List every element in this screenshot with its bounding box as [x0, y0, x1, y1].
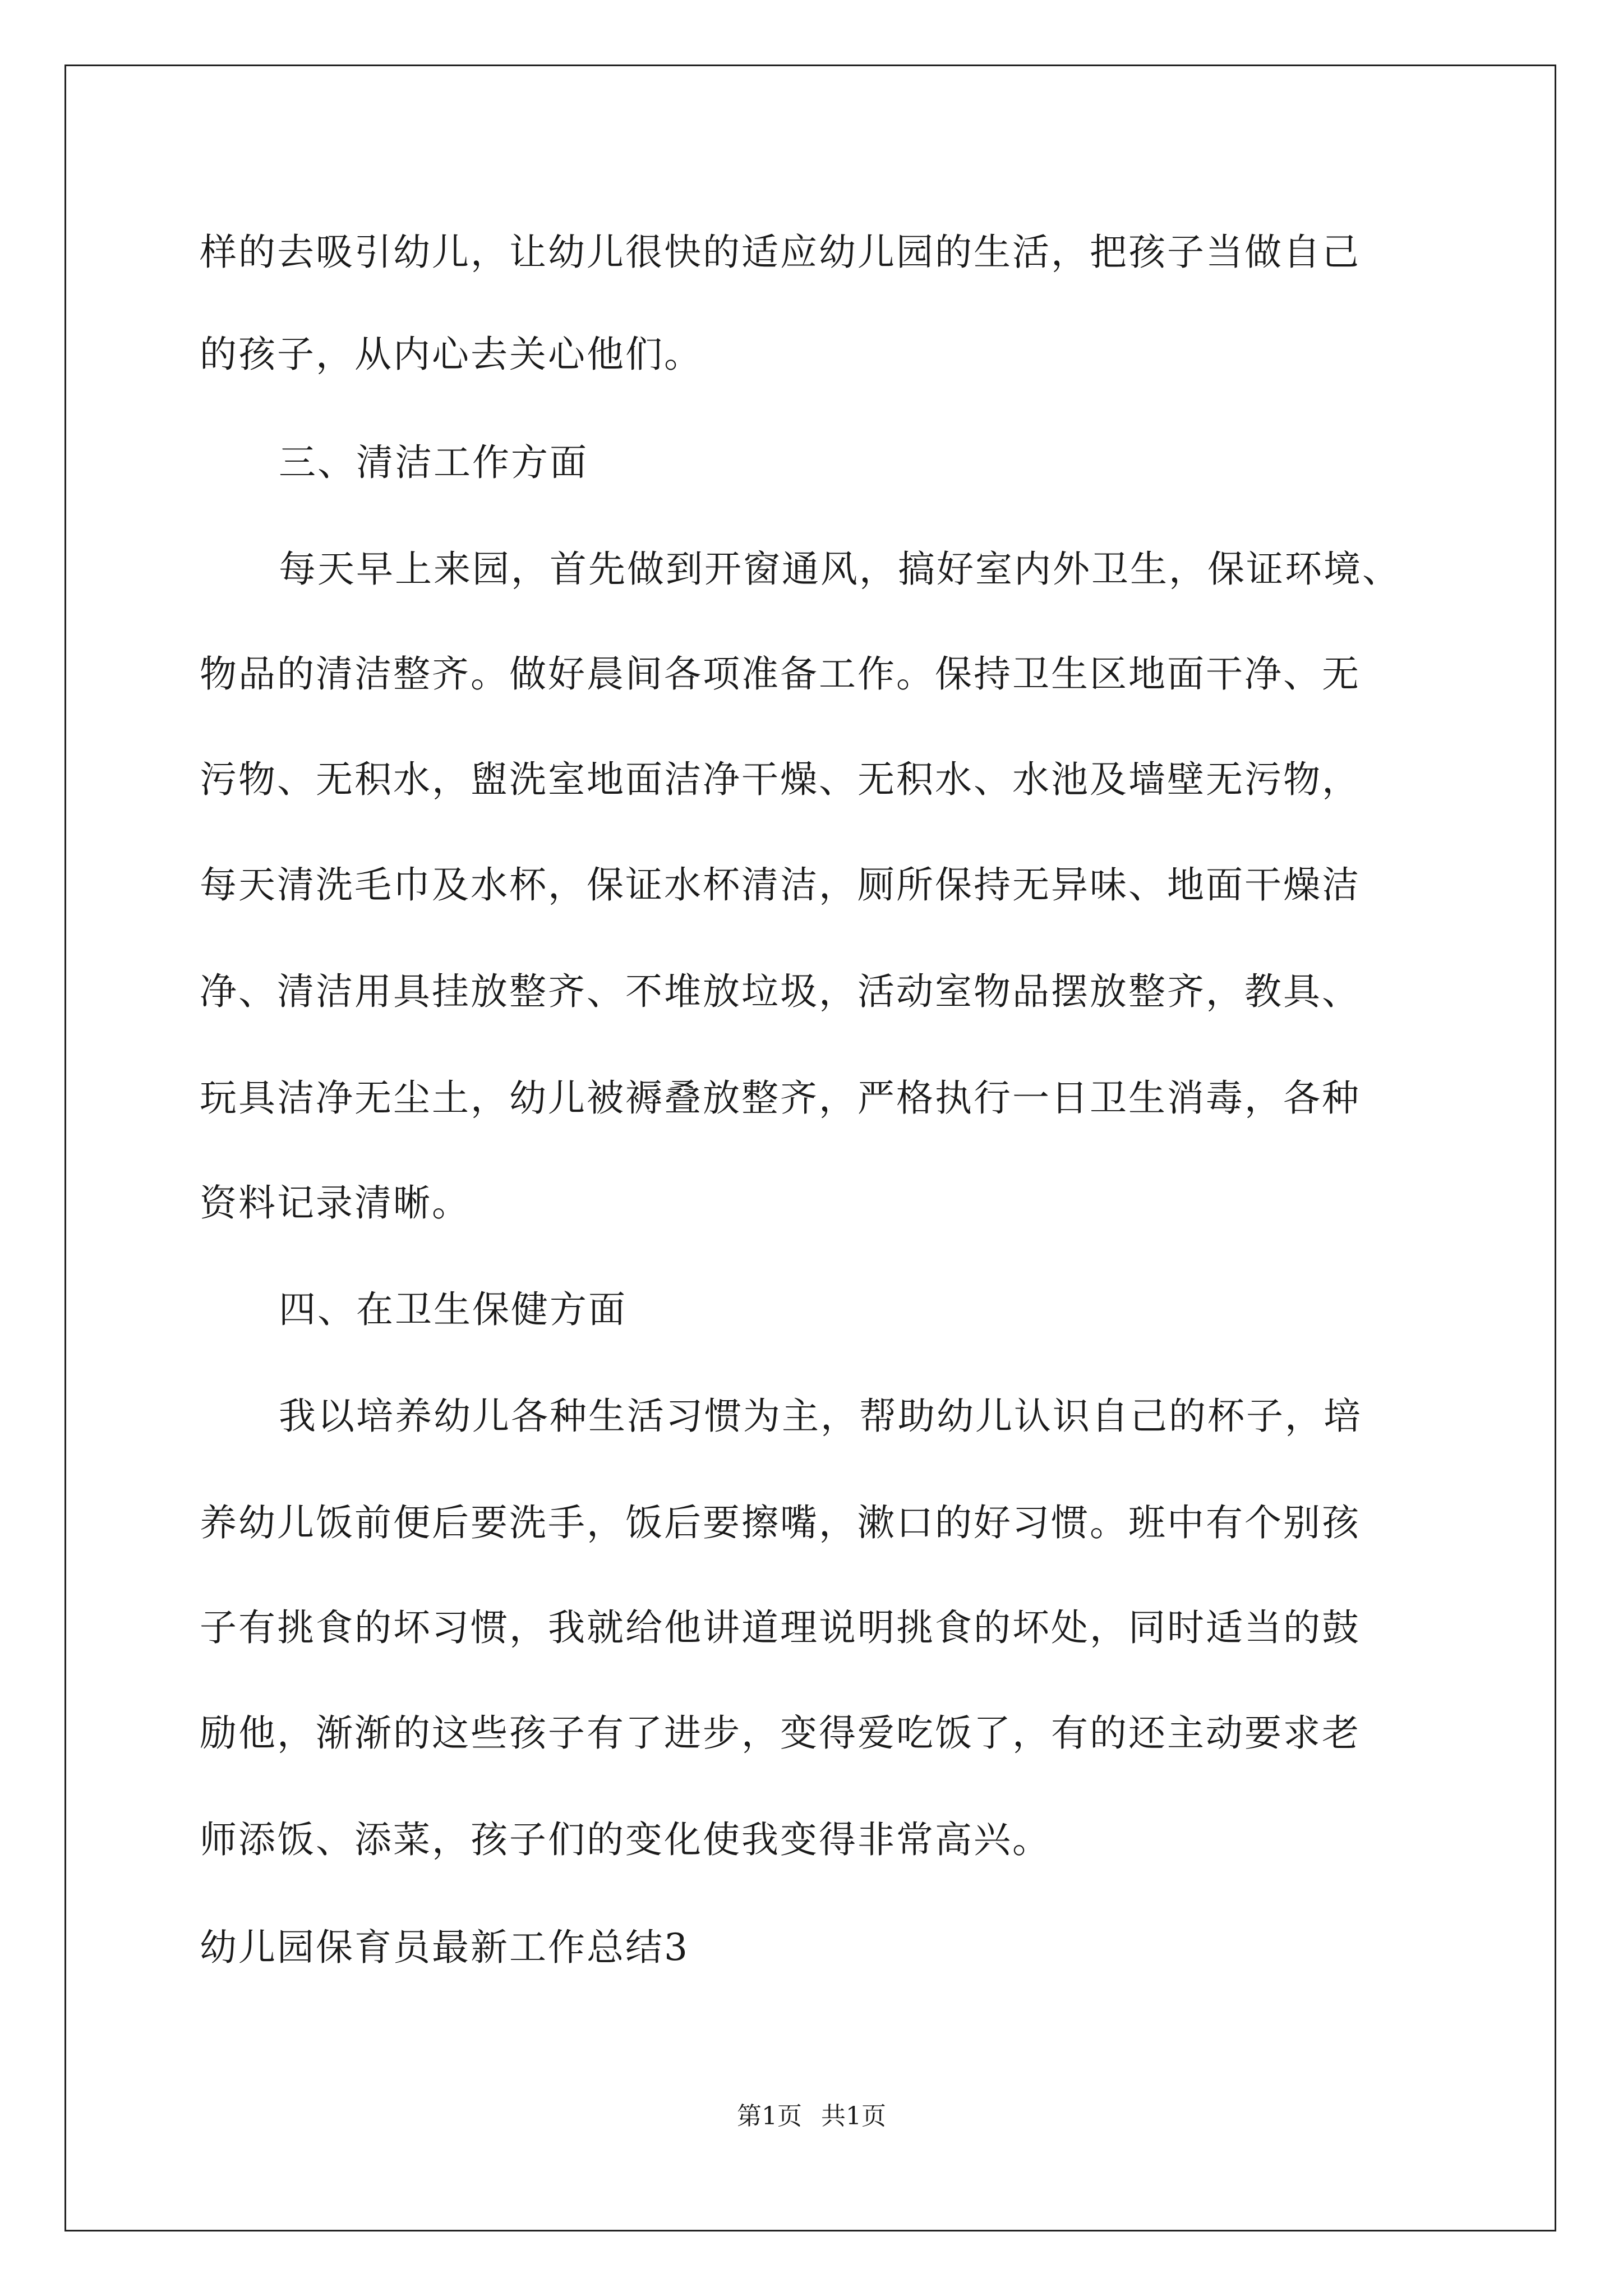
paragraph-line: 子有挑食的坏习惯，我就给他讲道理说明挑食的坏处，同时适当的鼓: [200, 1606, 1361, 1649]
section-heading: 三、清洁工作方面: [279, 441, 588, 484]
paragraph-line: 玩具洁净无尘土，幼儿被褥叠放整齐，严格执行一日卫生消毒，各种: [200, 1076, 1361, 1120]
paragraph-line: 励他，渐渐的这些孩子有了进步，变得爱吃饭了，有的还主动要求老: [200, 1711, 1361, 1755]
paragraph-line: 资料记录清晰。: [200, 1181, 471, 1225]
page-footer: [0, 2101, 1623, 2132]
paragraph-line: 师添饭、添菜，孩子们的变化使我变得非常高兴。: [200, 1818, 1051, 1861]
paragraph-line: 样的去吸引幼儿，让幼儿很快的适应幼儿园的生活，把孩子当做自己: [200, 231, 1361, 274]
page-number-current: 第1页: [737, 2102, 802, 2131]
page-border: [64, 65, 1556, 2231]
paragraph-line: 净、清洁用具挂放整齐、不堆放垃圾，活动室物品摆放整齐，教具、: [200, 970, 1361, 1013]
section-heading: 四、在卫生保健方面: [279, 1288, 627, 1331]
paragraph-line: 物品的清洁整齐。做好晨间各项准备工作。保持卫生区地面干净、无: [200, 652, 1361, 696]
paragraph-line: 我以培养幼儿各种生活习惯为主，帮助幼儿认识自己的杯子，培: [279, 1395, 1362, 1438]
paragraph-line: 的孩子，从内心去关心他们。: [200, 333, 703, 376]
page-number-total: 共1页: [821, 2102, 886, 2131]
document-title: 幼儿园保育员最新工作总结3: [200, 1926, 689, 1969]
paragraph-line: 养幼儿饭前便后要洗手，饭后要擦嘴，漱口的好习惯。班中有个别孩: [200, 1501, 1361, 1544]
paragraph-line: 污物、无积水，盥洗室地面洁净干燥、无积水、水池及墙壁无污物，: [200, 758, 1361, 801]
paragraph-line: 每天清洗毛巾及水杯，保证水杯清洁，厕所保持无异味、地面干燥洁: [200, 863, 1361, 907]
paragraph-line: 每天早上来园，首先做到开窗通风，搞好室内外卫生，保证环境、: [279, 547, 1401, 591]
